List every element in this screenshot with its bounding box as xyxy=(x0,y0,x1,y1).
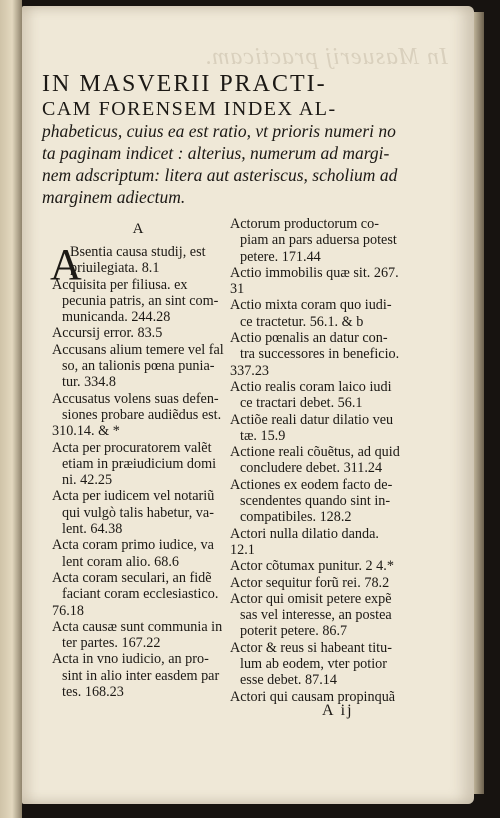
index-entry-line: scendentes quando sint in- xyxy=(240,493,391,510)
index-entry-line: Actio immobilis quæ sit. 267. xyxy=(230,264,399,281)
index-entry-line: Actori qui causam propinquã xyxy=(230,688,396,705)
index-entry-line: Actori nulla dilatio danda. xyxy=(230,525,379,542)
index-entry-line: Acquisita per filiusa. ex xyxy=(52,276,188,293)
index-entry-line: Acta per procuratorem valẽt xyxy=(52,439,212,456)
facing-page-edge xyxy=(0,0,22,818)
index-entry-line: Actione reali cõuẽtus, ad quid xyxy=(230,444,400,461)
title-line-2: CAM FORENSEM INDEX AL- xyxy=(42,98,337,120)
title-italic-line: nem adscriptum: litera aut asteriscus, scholium ad xyxy=(42,165,398,185)
left-column xyxy=(52,216,224,700)
index-entry-line: lent coram alio. 68.6 xyxy=(62,553,180,570)
index-entry-line: Acta per iudicem vel notariũ xyxy=(52,488,215,505)
index-entry-line: 12.1 xyxy=(230,541,255,558)
title-line-1: IN MASVERII PRACTI- xyxy=(42,71,327,97)
index-entry-line: sas vel interesse, an postea xyxy=(240,607,392,624)
index-entry-line: tes. 168.23 xyxy=(62,684,124,701)
index-entry-line: ce tractari debet. 56.1 xyxy=(240,395,363,412)
index-entry-line: sint in alio inter easdem par xyxy=(62,667,220,684)
index-entry-line: etiam in præiudicium domi xyxy=(62,455,217,472)
index-entry-line: siones probare audiẽdus est. xyxy=(62,406,222,423)
index-entry-line: poterit petere. 86.7 xyxy=(240,623,348,640)
index-entry-line: Actorum productorum co- xyxy=(230,216,379,232)
index-entry-line: lum ab eodem, vter potior xyxy=(240,656,387,673)
show-through-text: In Masuerij practicam. xyxy=(204,44,448,70)
page-right-edge xyxy=(474,12,484,794)
index-entry-line: 76.18 xyxy=(52,602,84,619)
index-entry-line: Acta coram primo iudice, va xyxy=(52,537,214,554)
index-entry-line: ce tractetur. 56.1. & b xyxy=(240,313,364,330)
right-column xyxy=(230,216,402,705)
index-entry-line: Actiones ex eodem facto de- xyxy=(230,476,393,493)
index-entry-line: pecunia patris, an sint com- xyxy=(62,292,219,309)
index-title xyxy=(42,70,447,208)
index-entry-line: 31 xyxy=(230,281,245,298)
index-entry-line: 337.23 xyxy=(230,362,270,379)
index-entry-line: petere. 171.44 xyxy=(240,248,321,265)
index-entry-line: Actor sequitur forũ rei. 78.2 xyxy=(230,574,390,591)
index-entry-line: esse debet. 87.14 xyxy=(240,672,337,689)
index-entry-line: lent. 64.38 xyxy=(62,521,123,538)
index-entry-line: faciant coram ecclesiastico. xyxy=(62,586,219,603)
index-entry-line: Actiõe reali datur dilatio veu xyxy=(230,411,394,428)
index-entry-line: compatibiles. 128.2 xyxy=(240,509,352,526)
index-entry-line: 310.14. & * xyxy=(52,423,120,440)
index-entry-line: Accusatus volens suas defen- xyxy=(52,390,219,407)
index-entry-line: municanda. 244.28 xyxy=(62,309,171,326)
section-letter: A xyxy=(132,221,144,237)
index-entry-line: Actor qui omisit petere expẽ xyxy=(230,590,392,607)
index-entry-line: Accusans alium temere vel fal xyxy=(52,341,224,358)
index-entry-line: concludere debet. 311.24 xyxy=(240,460,383,477)
index-entry-line: priuilegiata. 8.1 xyxy=(70,260,160,277)
index-entry-line: Actor & reus si habeant titu- xyxy=(230,639,392,656)
title-italic-line: ta paginam indicet : alterius, numerum ad margi- xyxy=(42,143,390,163)
signature-mark: A ij xyxy=(322,702,354,719)
index-entry-line: Acta in vno iudicio, an pro- xyxy=(52,651,209,668)
index-entry-line: tur. 334.8 xyxy=(62,374,116,391)
title-italic-line: marginem adiectum. xyxy=(42,187,186,207)
index-entry-line: Accursij error. 83.5 xyxy=(52,325,163,342)
drop-cap: A xyxy=(50,240,82,289)
index-entry-line: tra successores in beneficio. xyxy=(240,346,400,363)
index-entry-line: Actio realis coram laico iudi xyxy=(230,378,392,395)
index-entry-line: Acta causæ sunt communia in xyxy=(52,618,223,635)
index-entry-line: Actor cõtumax punitur. 2 4.* xyxy=(230,558,394,575)
index-entry-line: Acta coram seculari, an fidẽ xyxy=(52,569,212,586)
index-entry-line: piam an pars aduersa potest xyxy=(240,232,397,249)
index-entry-line: Bsentia causa studij, est xyxy=(70,244,206,260)
entry-block xyxy=(50,240,224,701)
index-entry-line: Actio mixta coram quo iudi- xyxy=(230,297,392,314)
index-entry-line: Actio pœnalis an datur con- xyxy=(230,330,388,347)
index-entry-line: qui vulgò talis habetur, va- xyxy=(62,504,214,521)
title-italic-line: phabeticus, cuius ea est ratio, vt prioris numeri no xyxy=(42,121,396,141)
index-entry-line: so, an talionis pœna punia- xyxy=(62,358,215,375)
index-entry-line: ni. 42.25 xyxy=(62,472,113,489)
index-entry-line: tæ. 15.9 xyxy=(240,427,286,444)
index-entry-line: ter partes. 167.22 xyxy=(62,635,161,652)
